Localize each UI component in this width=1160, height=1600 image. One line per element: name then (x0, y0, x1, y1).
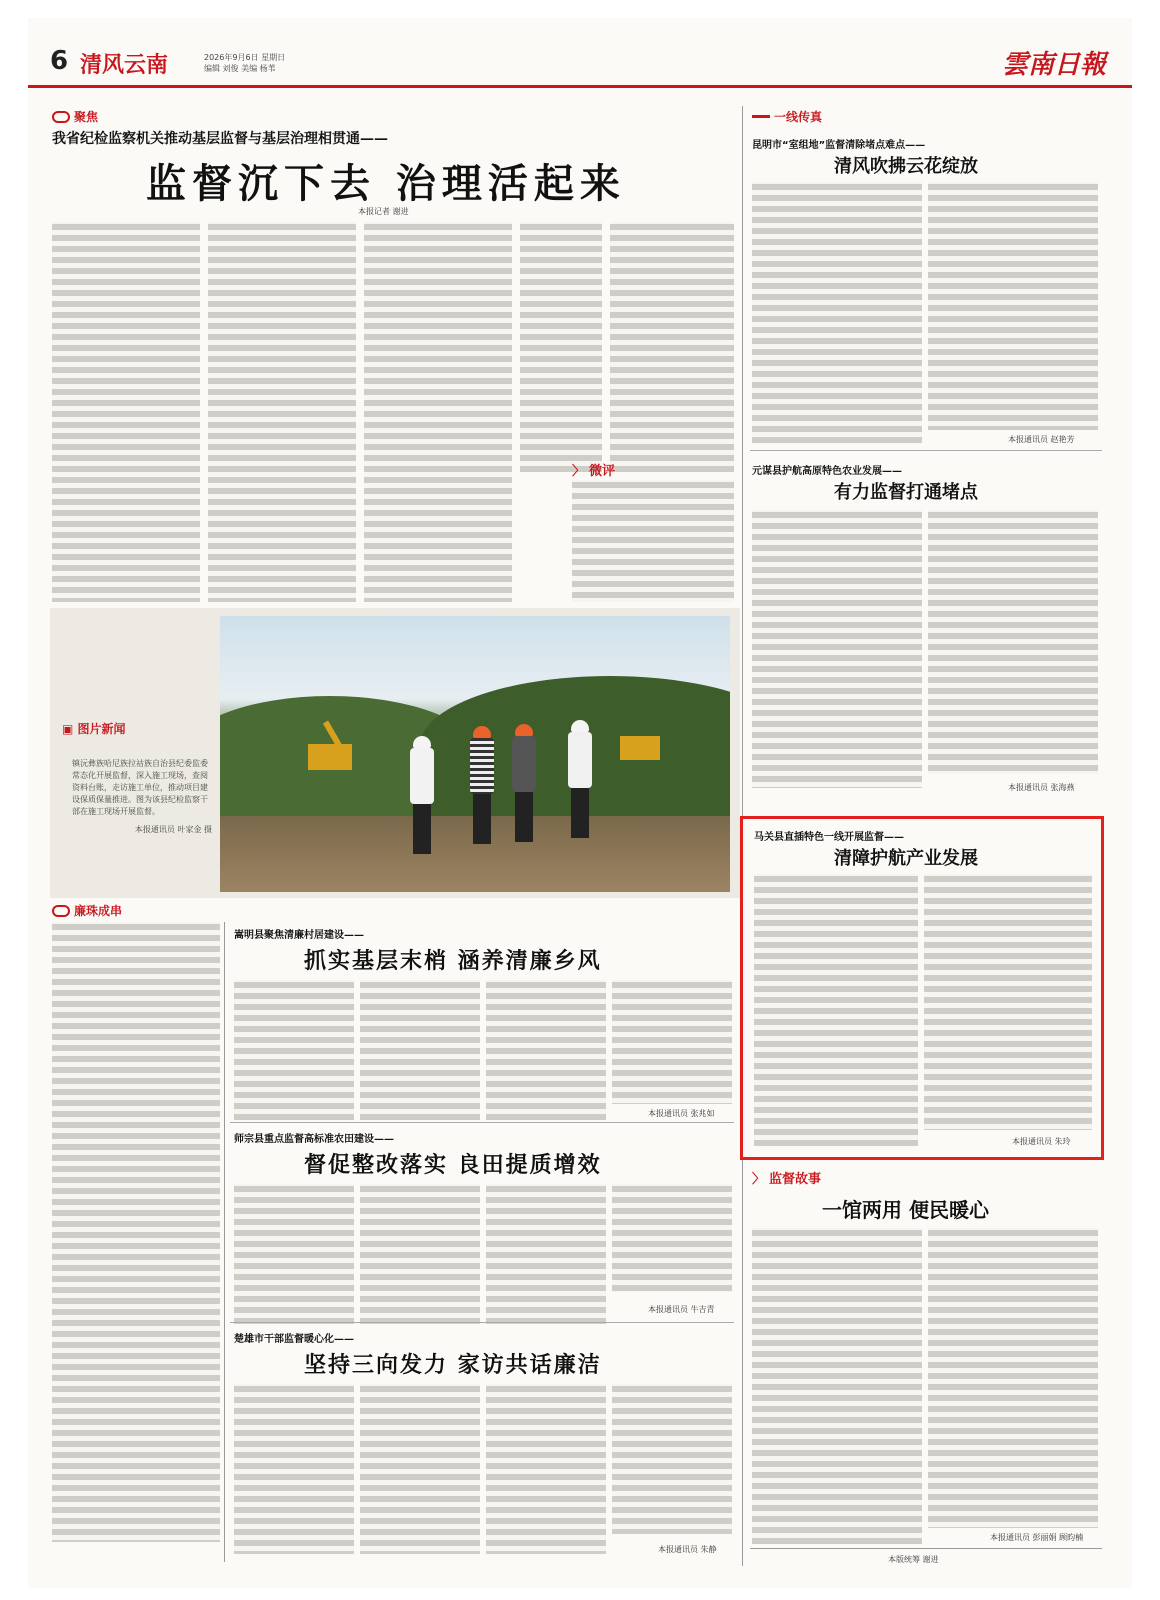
kunming-text-2 (928, 182, 1098, 430)
lead-text-col-3 (364, 222, 512, 602)
lead-headline: 监督沉下去 治理活起来 (146, 160, 626, 207)
lianzhu-text-left (52, 922, 220, 1542)
songming-text-3 (486, 980, 606, 1120)
lead-byline: 本报记者 谢进 (358, 207, 409, 216)
lead-text-col-5 (610, 222, 734, 472)
kunming-kicker: 昆明市“室组地”监督清除堵点难点—— (752, 140, 926, 151)
lead-text-col-1 (52, 222, 200, 602)
bar-icon (752, 115, 770, 118)
editor-note: 本版统筹 谢进 (888, 1555, 939, 1564)
tag-lianzhu: 廉珠成串 (52, 902, 122, 919)
masthead (28, 18, 1132, 88)
lead-kicker: 我省纪检监察机关推动基层监督与基层治理相贯通—— (52, 131, 388, 147)
maguan-byline: 本报通讯员 朱玲 (1012, 1137, 1071, 1146)
yuanmou-kicker: 元谋县护航高原特色农业发展—— (752, 466, 902, 477)
shizong-byline: 本报通讯员 牛吉青 (648, 1305, 715, 1314)
yuanmou-byline: 本报通讯员 张海燕 (1008, 783, 1075, 792)
divider (750, 1548, 1102, 1549)
gushi-headline: 一馆两用 便民暖心 (822, 1198, 989, 1222)
tag-weiping: 〉 微评 (572, 460, 615, 479)
chuxiong-text-3 (486, 1384, 606, 1554)
yuanmou-text-1 (752, 510, 922, 788)
kunming-text-1 (752, 182, 922, 444)
page-number: 6 (50, 46, 69, 76)
chuxiong-byline: 本报通讯员 朱静 (658, 1545, 717, 1554)
kunming-byline: 本报通讯员 赵艳芳 (1008, 435, 1075, 444)
issue-date: 2026年9月6日 星期日 编辑 刘俊 美编 杨苇 (204, 53, 286, 73)
shizong-text-4 (612, 1184, 732, 1292)
chuxiong-text-1 (234, 1384, 354, 1554)
shizong-kicker: 师宗县重点监督高标准农田建设—— (234, 1134, 394, 1145)
shizong-text-1 (234, 1184, 354, 1324)
weiping-text (572, 480, 734, 602)
photo-caption: 镇沅彝族哈尼族拉祜族自治县纪委监委常态化开展监督，深入施工现场，查阅资料台账，走访施工单位，推动项目建设保质保量推进。图为该县纪检监察干部在施工现场开展监督。 本报通讯员 叶家金 摄 (72, 759, 212, 834)
yuanmou-text-2 (928, 510, 1098, 774)
tag-gushi: 〉 监督故事 (752, 1168, 821, 1187)
chuxiong-kicker: 楚雄市干部监督暖心化—— (234, 1334, 354, 1345)
tag-photo-news: ▣ 图片新闻 (62, 722, 126, 736)
maguan-headline: 清障护航产业发展 (834, 848, 978, 869)
songming-kicker: 嵩明县聚焦清廉村居建设—— (234, 930, 364, 941)
songming-text-2 (360, 980, 480, 1120)
chevron-right-icon: 〉 (572, 464, 586, 479)
gushi-byline: 本报通讯员 彭丽娟 顾昀楠 (990, 1533, 1084, 1542)
section-name: 清风云南 (80, 53, 169, 78)
newspaper-page (28, 18, 1132, 1588)
chuxiong-headline: 坚持三向发力 家访共话廉洁 (304, 1352, 602, 1378)
yuanmou-headline: 有力监督打通堵点 (834, 482, 978, 503)
column-rule-left (224, 922, 225, 1562)
divider (750, 450, 1102, 451)
divider (230, 1322, 734, 1323)
lead-text-col-4 (520, 222, 602, 472)
maguan-kicker: 马关县直插特色一线开展监督—— (754, 832, 904, 843)
gushi-text-1 (752, 1228, 922, 1544)
songming-text-4 (612, 980, 732, 1104)
divider (230, 1122, 734, 1123)
newspaper-logo: 雲南日報 (1001, 50, 1106, 80)
picture-icon: ▣ (62, 722, 78, 736)
lead-text-col-2 (208, 222, 356, 602)
maguan-text-2 (924, 874, 1092, 1130)
tag-focus: 聚焦 (52, 108, 98, 125)
chuxiong-text-4 (612, 1384, 732, 1534)
shizong-text-3 (486, 1184, 606, 1324)
photo-inspection-site (220, 616, 730, 892)
shizong-text-2 (360, 1184, 480, 1324)
chevron-right-icon: 〉 (752, 1172, 766, 1187)
tag-yixian: 一线传真 (752, 108, 822, 125)
gushi-text-2 (928, 1228, 1098, 1528)
songming-headline: 抓实基层末梢 涵养清廉乡风 (304, 948, 602, 974)
chuxiong-text-2 (360, 1384, 480, 1554)
shizong-headline: 督促整改落实 良田提质增效 (304, 1152, 602, 1178)
kunming-headline: 清风吹拂云花绽放 (834, 156, 978, 177)
eye-icon (52, 111, 70, 123)
songming-byline: 本报通讯员 张兆如 (648, 1109, 715, 1118)
maguan-text-1 (754, 874, 918, 1146)
songming-text-1 (234, 980, 354, 1120)
chain-icon (52, 905, 70, 917)
